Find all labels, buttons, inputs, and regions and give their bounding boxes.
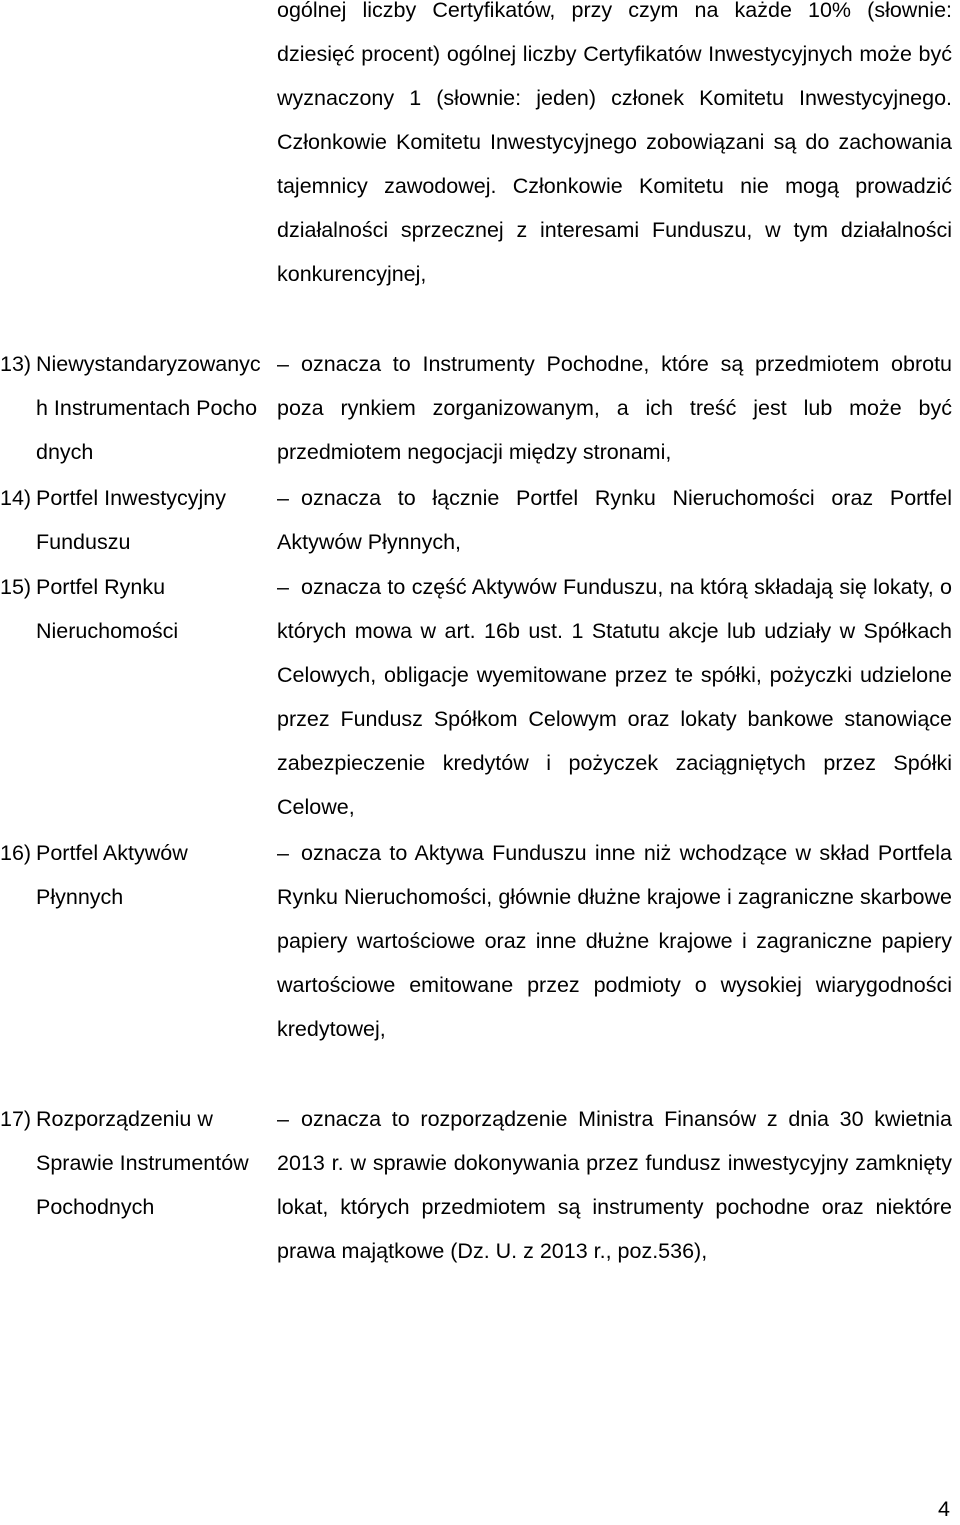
definition-text-14 <box>277 476 952 564</box>
definition-text-13 <box>277 342 952 474</box>
dash-marker: – <box>277 352 289 376</box>
definition-term-label: Portfel Inwestycyjny Funduszu <box>36 486 226 554</box>
definition-term-label: Rozporządzeniu w Sprawie Instrumentów Pochodnych <box>36 1107 249 1219</box>
definition-text-15 <box>277 565 952 829</box>
definition-body: oznacza to Instrumenty Pochodne, które są przedmiotem obrotu poza rynkiem zorganizowanym, a ich treść jest lub może być przedmiotem negocjacji między stronami, <box>277 352 952 464</box>
definition-number: 16) <box>0 841 32 865</box>
definition-term-label: Niewystandaryzowanych Instrumentach Pochodnych <box>36 352 261 464</box>
dash-marker: – <box>277 575 289 599</box>
definition-term-16 <box>0 831 262 919</box>
definition-body: oznacza to Aktywa Funduszu inne niż wchodzące w skład Portfela Rynku Nieruchomości, głównie dłużne krajowe i zagraniczne skarbowe papiery wartościowe oraz inne dłużne krajowe i zagraniczne papiery wartościowe emitowane przez podmioty o wysokiej wiarygodności kredytowej, <box>277 841 952 1041</box>
definition-number: 13) <box>0 352 32 376</box>
definition-term-15 <box>0 565 262 653</box>
definition-number: 15) <box>0 575 32 599</box>
definition-term-17 <box>0 1097 262 1229</box>
dash-marker: – <box>277 1107 289 1131</box>
definition-body: oznacza to łącznie Portfel Rynku Nieruchomości oraz Portfel Aktywów Płynnych, <box>277 486 952 554</box>
page-number: 4 <box>938 1497 950 1521</box>
definition-term-14 <box>0 476 262 564</box>
definition-text-17 <box>277 1097 952 1273</box>
definition-term-label: Portfel Rynku Nieruchomości <box>36 575 179 643</box>
definition-number: 14) <box>0 486 32 510</box>
definition-body: oznacza to rozporządzenie Ministra Finansów z dnia 30 kwietnia 2013 r. w sprawie dokonywania przez fundusz inwestycyjny zamknięty lokat, których przedmiotem są instrumenty pochodne oraz niektóre prawa majątkowe (Dz. U. z 2013 r., poz.536), <box>277 1107 952 1263</box>
dash-marker: – <box>277 486 289 510</box>
dash-marker: – <box>277 841 289 865</box>
definition-term-label: Portfel Aktywów Płynnych <box>36 841 188 909</box>
definition-term-13 <box>0 342 262 474</box>
intro-paragraph: ogólnej liczby Certyfikatów, przy czym na każde 10% (słownie: dziesięć procent) ogólnej liczby Certyfikatów Inwestycyjnych może być wyznaczony 1 (słownie: jeden) członek Komitetu Inwestycyjnego. Członkowie Komitetu Inwestycyjnego zobowiązani są do zachowania tajemnicy zawodowej. Członkowie Komitetu nie mogą prowadzić działalności sprzecznej z interesami Funduszu, w tym działalności konkurencyjnej, <box>277 0 952 286</box>
definition-number: 17) <box>0 1107 32 1131</box>
definition-body: oznacza to część Aktywów Funduszu, na którą składają się lokaty, o których mowa w art. 16b ust. 1 Statutu akcje lub udziały w Spółkach Celowych, obligacje wyemitowane przez te spółki, pożyczki udzielone przez Fundusz Spółkom Celowym oraz lokaty bankowe stanowiące zabezpieczenie kredytów i pożyczek zaciągniętych przez Spółki Celowe, <box>277 575 952 819</box>
definition-text-16 <box>277 831 952 1051</box>
